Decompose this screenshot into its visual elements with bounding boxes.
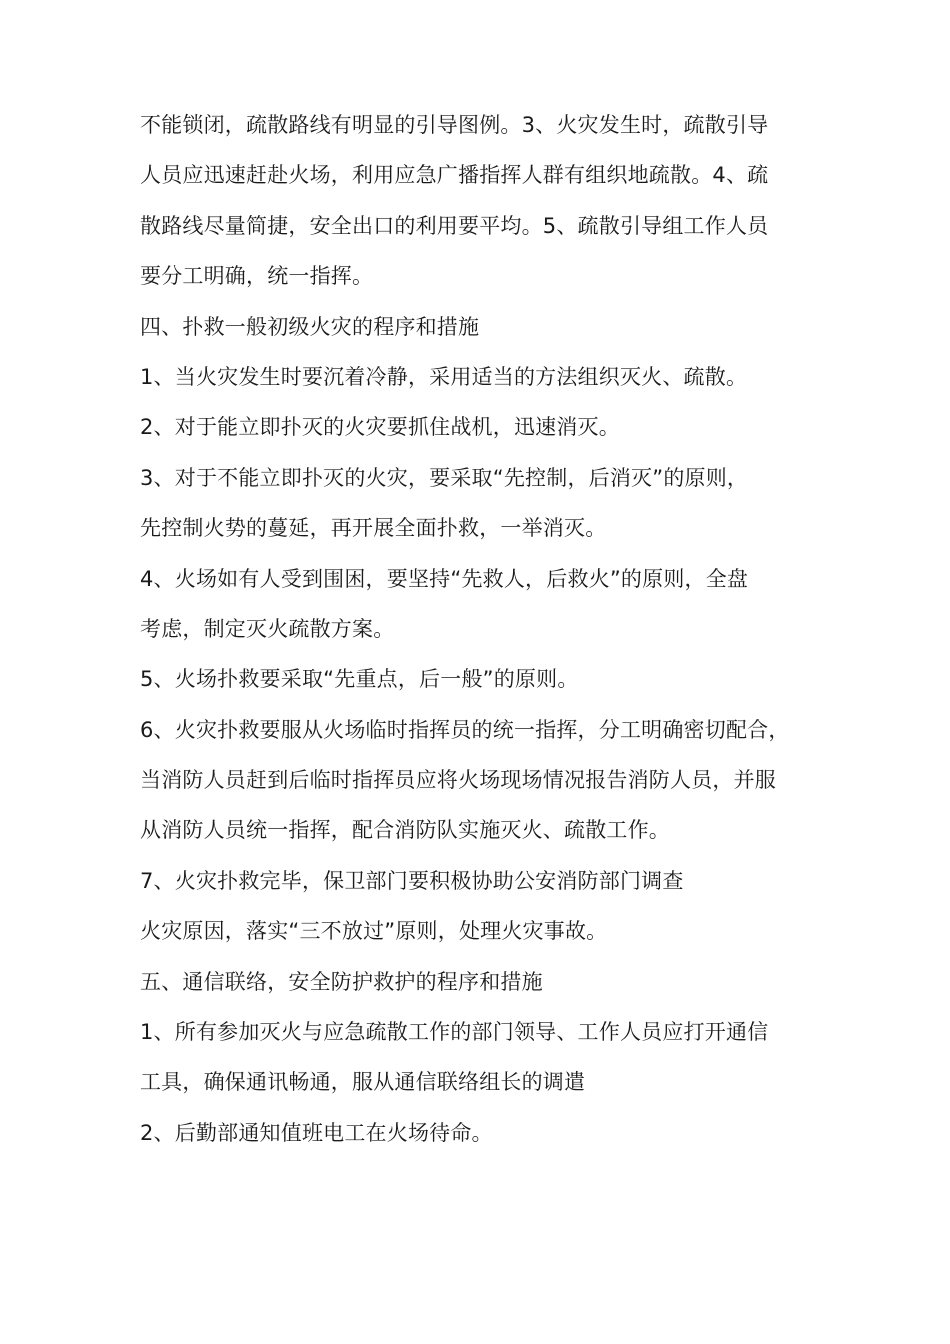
paragraph-line: 2、后勤部通知值班电工在火场待命。 — [140, 1120, 493, 1145]
paragraph-line: 要分工明确，统一指挥。 — [140, 264, 374, 289]
paragraph-line: 当消防人员赶到后临时指挥员应将火场现场情况报告消防人员，并服 — [140, 768, 776, 793]
section-heading: 四、扑救一般初级火灾的程序和措施 — [140, 314, 480, 339]
paragraph-line: 工具，确保通讯畅通，服从通信联络组长的调遣 — [140, 1070, 586, 1095]
paragraph-line: 6、火灾扑救要服从火场临时指挥员的统一指挥，分工明确密切配合， — [140, 717, 790, 742]
paragraph-line: 4、火场如有人受到围困，要坚持“先救人，后救火”的原则，全盘 — [140, 566, 749, 591]
paragraph-line: 3、对于不能立即扑灭的火灾，要采取“先控制，后消灭”的原则， — [140, 465, 749, 490]
paragraph-line: 7、火灾扑救完毕，保卫部门要积极协助公安消防部门调查 — [140, 868, 684, 893]
paragraph-line: 不能锁闭，疏散路线有明显的引导图例。3、火灾发生时，疏散引导 — [140, 113, 769, 137]
paragraph-line: 2、对于能立即扑灭的火灾要抓住战机，迅速消灭。 — [140, 415, 620, 440]
paragraph-line: 人员应迅速赶赴火场，利用应急广播指挥人群有组织地疏散。4、疏 — [140, 163, 769, 188]
paragraph-line: 火灾原因，落实“三不放过”原则，处理火灾事故。 — [140, 919, 608, 944]
paragraph-line: 散路线尽量简捷，安全出口的利用要平均。5、疏散引导组工作人员 — [140, 213, 769, 238]
section-heading: 五、通信联络，安全防护救护的程序和措施 — [140, 969, 543, 994]
paragraph-line: 1、当火灾发生时要沉着冷静，采用适当的方法组织灭火、疏散。 — [140, 364, 748, 389]
paragraph-line: 从消防人员统一指挥，配合消防队实施灭火、疏散工作。 — [140, 818, 670, 843]
paragraph-line: 1、所有参加灭火与应急疏散工作的部门领导、工作人员应打开通信 — [140, 1020, 769, 1045]
paragraph-line: 先控制火势的蔓延，再开展全面扑救，一举消灭。 — [140, 516, 607, 541]
paragraph-line: 考虑，制定灭火疏散方案。 — [140, 616, 395, 641]
document-body — [140, 100, 812, 1158]
paragraph-line: 5、火场扑救要采取“先重点，后一般”的原则。 — [140, 667, 579, 692]
